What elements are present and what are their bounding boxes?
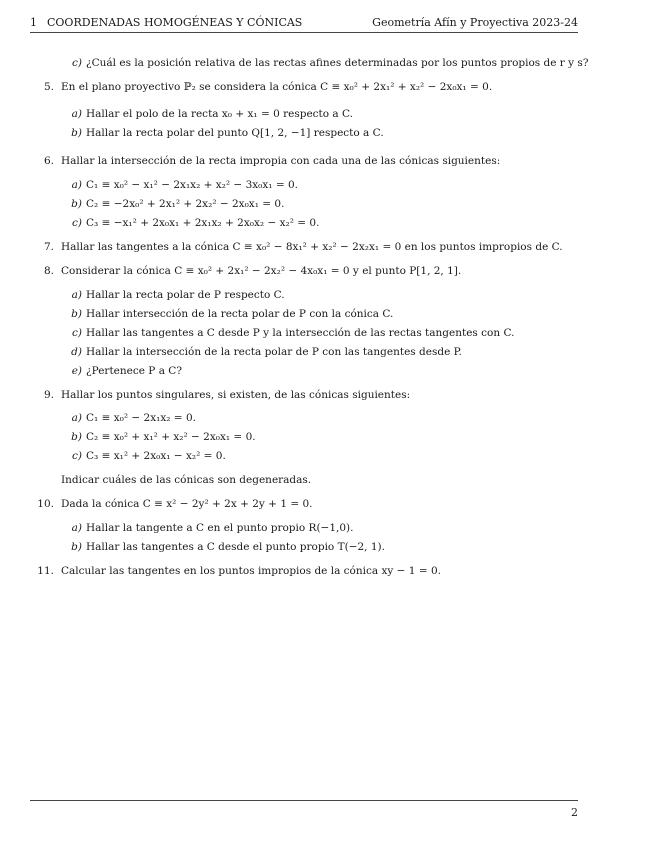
exercise-text: C₁ ≡ x₀² − x₁² − 2x₁x₂ + x₂² − 3x₀x₁ = 0. — [86, 179, 299, 191]
exercise-text: En el plano proyectivo ℙ₂ se considera la cónica C ≡ x₀² + 2x₁² + x₂² − 2x₀x₁ = 0. — [61, 81, 493, 93]
subitem-label: b) — [71, 308, 82, 320]
exercise-text: ¿Pertenece P a C? — [86, 365, 182, 377]
subitem-label: b) — [71, 198, 82, 210]
course-title: Geometría Afín y Proyectiva 2023-24 — [372, 16, 578, 29]
exercise-number: 5. — [43, 81, 54, 93]
exercise-text: Considerar la cónica C ≡ x₀² + 2x₁² − 2x₂² − 4x₀x₁ = 0 y el punto P[1, 2, 1]. — [61, 265, 462, 277]
exercise-text: ¿Cuál es la posición relativa de las rectas afines determinadas por los puntos propios de r y s? — [86, 57, 589, 69]
subitem-label: d) — [71, 346, 82, 358]
exercise-number: 10. — [37, 498, 54, 510]
subitem-label: b) — [71, 431, 82, 443]
exercise-text: Hallar el polo de la recta x₀ + x₁ = 0 respecto a C. — [86, 108, 354, 120]
exercise-text: Hallar las tangentes a C desde P y la intersección de las rectas tangentes con C. — [86, 327, 515, 339]
subitem-label: a) — [71, 289, 82, 301]
exercise-text: C₂ ≡ x₀² + x₁² + x₂² − 2x₀x₁ = 0. — [86, 431, 256, 443]
exercise-text: Hallar la recta polar de P respecto C. — [86, 289, 285, 301]
exercise-text: Hallar la intersección de la recta impropia con cada una de las cónicas siguientes: — [61, 155, 501, 167]
exercise-text: Indicar cuáles de las cónicas son degeneradas. — [61, 474, 312, 486]
exercise-text: Dada la cónica C ≡ x² − 2y² + 2x + 2y + 1 = 0. — [61, 498, 313, 510]
exercise-text: Hallar la tangente a C en el punto propio R(−1,0). — [86, 522, 354, 534]
section-number: 1 — [30, 16, 37, 29]
page-header — [30, 15, 578, 33]
exercise-text: Hallar los puntos singulares, si existen, de las cónicas siguientes: — [61, 389, 411, 401]
subitem-label: e) — [71, 365, 82, 377]
subitem-label: a) — [71, 179, 82, 191]
subitem-label: c) — [72, 217, 82, 229]
exercise-text: C₃ ≡ x₁² + 2x₀x₁ − x₂² = 0. — [86, 450, 226, 462]
page-number: 2 — [571, 806, 578, 819]
exercise-text: C₂ ≡ −2x₀² + 2x₁² + 2x₂² − 2x₀x₁ = 0. — [86, 198, 285, 210]
subitem-label: a) — [71, 412, 82, 424]
exercise-text: Hallar intersección de la recta polar de P con la cónica C. — [86, 308, 394, 320]
exercise-number: 6. — [43, 155, 54, 167]
subitem-label: a) — [71, 522, 82, 534]
subitem-label: b) — [71, 127, 82, 139]
section-title: COORDENADAS HOMOGÉNEAS Y CÓNICAS — [47, 16, 303, 29]
exercise-number: 11. — [37, 565, 54, 577]
subitem-label: c) — [72, 450, 82, 462]
exercise-text: C₃ ≡ −x₁² + 2x₀x₁ + 2x₁x₂ + 2x₀x₂ − x₂² = 0. — [86, 217, 320, 229]
exercise-text: Hallar las tangentes a C desde el punto propio T(−2, 1). — [86, 541, 385, 553]
exercise-number: 7. — [43, 241, 54, 253]
exercise-text: Hallar las tangentes a la cónica C ≡ x₀² − 8x₁² + x₂² − 2x₂x₁ = 0 en los puntos impropios de C. — [61, 241, 563, 253]
subitem-label: c) — [72, 327, 82, 339]
exercise-text: Calcular las tangentes en los puntos impropios de la cónica xy − 1 = 0. — [61, 565, 441, 577]
exercise-text: Hallar la recta polar del punto Q[1, 2, −1] respecto a C. — [86, 127, 384, 139]
subitem-label: b) — [71, 541, 82, 553]
subitem-label: c) — [72, 57, 82, 69]
exercise-number: 8. — [43, 265, 54, 277]
exercise-text: Hallar la intersección de la recta polar de P con las tangentes desde P. — [86, 346, 462, 358]
exercise-text: C₁ ≡ x₀² − 2x₁x₂ = 0. — [86, 412, 196, 424]
exercise-number: 9. — [43, 389, 54, 401]
header-left — [30, 16, 302, 29]
subitem-label: a) — [71, 108, 82, 120]
footer-rule — [30, 800, 578, 801]
